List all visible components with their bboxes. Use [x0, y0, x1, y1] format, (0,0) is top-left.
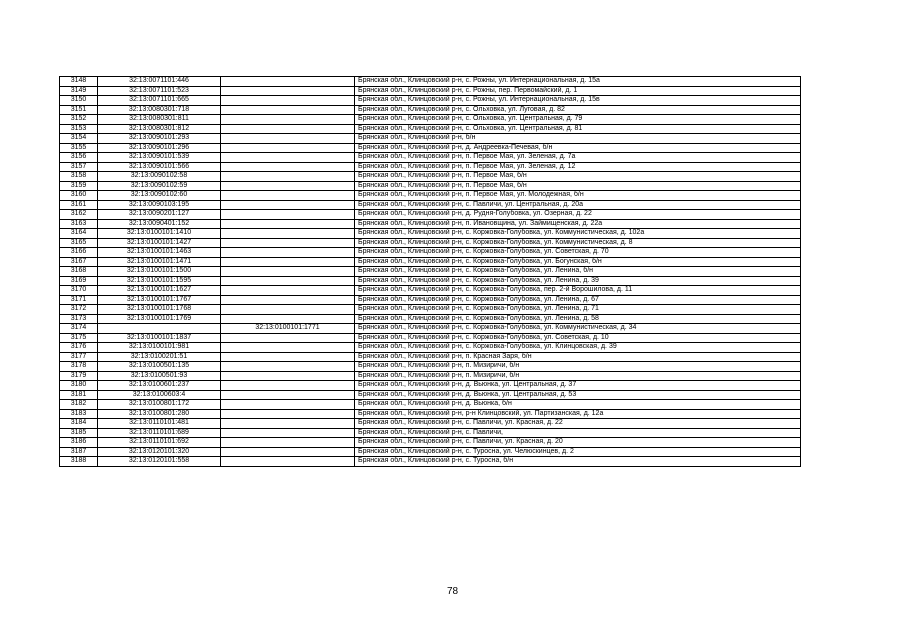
row-number-cell: 3153: [60, 124, 98, 134]
address-cell: Брянская обл., Клинцовский р-н, д. Вьюнка, ул. Центральная, д. 37: [355, 381, 801, 391]
cadastral-number-cell: 32:13:0100101:981: [98, 343, 221, 353]
cadastral-number-alt-cell: [221, 238, 355, 248]
address-cell: Брянская обл., Клинцовский р-н, с. Рожны, пер. Первомайский, д. 1: [355, 86, 801, 96]
row-number-cell: 3168: [60, 267, 98, 277]
table-row: [60, 409, 801, 419]
cadastral-number-cell: 32:13:0100201:51: [98, 352, 221, 362]
address-cell: Брянская обл., Клинцовский р-н, п. Первое Мая, б/н: [355, 172, 801, 182]
cadastral-number-alt-cell: [221, 143, 355, 153]
address-cell: Брянская обл., Клинцовский р-н, п. Мизиричи, б/н: [355, 371, 801, 381]
address-cell: Брянская обл., Клинцовский р-н, с. Коржовка-Голубовка, ул. Клинцовская, д. 39: [355, 343, 801, 353]
registry-table-wrapper: [59, 76, 800, 467]
cadastral-number-cell: 32:13:0090102:59: [98, 181, 221, 191]
table-row: [60, 172, 801, 182]
address-cell: Брянская обл., Клинцовский р-н, с. Коржовка-Голубовка, ул. Ленина, б/н: [355, 267, 801, 277]
cadastral-number-alt-cell: [221, 314, 355, 324]
table-row: [60, 115, 801, 125]
row-number-cell: 3173: [60, 314, 98, 324]
cadastral-number-alt-cell: [221, 219, 355, 229]
row-number-cell: 3159: [60, 181, 98, 191]
cadastral-number-alt-cell: [221, 162, 355, 172]
cadastral-number-cell: 32:13:0100101:1768: [98, 305, 221, 315]
address-cell: Брянская обл., Клинцовский р-н, п. Первое Мая, ул. Зеленая, д. 7а: [355, 153, 801, 163]
address-cell: Брянская обл., Клинцовский р-н, с. Коржовка-Голубовка, ул. Советская, д. 70: [355, 248, 801, 258]
row-number-cell: 3158: [60, 172, 98, 182]
cadastral-number-alt-cell: [221, 248, 355, 258]
cadastral-number-cell: 32:13:0100101:1627: [98, 286, 221, 296]
cadastral-number-cell: 32:13:0100101:1767: [98, 295, 221, 305]
address-cell: Брянская обл., Клинцовский р-н, с. Коржовка-Голубовка, ул. Коммунистическая, д. 102а: [355, 229, 801, 239]
row-number-cell: 3178: [60, 362, 98, 372]
row-number-cell: 3180: [60, 381, 98, 391]
cadastral-number-cell: 32:13:0100101:1837: [98, 333, 221, 343]
table-row: [60, 229, 801, 239]
cadastral-number-alt-cell: [221, 153, 355, 163]
cadastral-number-cell: 32:13:0100101:1500: [98, 267, 221, 277]
cadastral-number-cell: 32:13:0100801:172: [98, 400, 221, 410]
row-number-cell: 3157: [60, 162, 98, 172]
row-number-cell: 3170: [60, 286, 98, 296]
table-row: [60, 400, 801, 410]
cadastral-number-cell: 32:13:0090201:127: [98, 210, 221, 220]
row-number-cell: 3166: [60, 248, 98, 258]
row-number-cell: 3149: [60, 86, 98, 96]
cadastral-number-alt-cell: [221, 343, 355, 353]
table-row: [60, 96, 801, 106]
table-row: [60, 124, 801, 134]
registry-table: [59, 76, 801, 467]
cadastral-number-alt-cell: [221, 267, 355, 277]
row-number-cell: 3171: [60, 295, 98, 305]
cadastral-number-alt-cell: [221, 172, 355, 182]
row-number-cell: 3151: [60, 105, 98, 115]
cadastral-number-alt-cell: [221, 96, 355, 106]
cadastral-number-cell: 32:13:0100101:1410: [98, 229, 221, 239]
row-number-cell: 3162: [60, 210, 98, 220]
cadastral-number-alt-cell: [221, 86, 355, 96]
table-row: [60, 457, 801, 467]
cadastral-number-alt-cell: [221, 409, 355, 419]
row-number-cell: 3167: [60, 257, 98, 267]
cadastral-number-cell: 32:13:0120101:320: [98, 447, 221, 457]
address-cell: Брянская обл., Клинцовский р-н, с. Павличи, ул. Красная, д. 20: [355, 438, 801, 448]
table-row: [60, 362, 801, 372]
cadastral-number-cell: 32:13:0080301:811: [98, 115, 221, 125]
table-row: [60, 134, 801, 144]
address-cell: Брянская обл., Клинцовский р-н, с. Ольховка, ул. Луговая, д. 82: [355, 105, 801, 115]
table-row: [60, 162, 801, 172]
row-number-cell: 3182: [60, 400, 98, 410]
address-cell: Брянская обл., Клинцовский р-н, с. Рожны, ул. Интернациональная, д. 15в: [355, 96, 801, 106]
cadastral-number-alt-cell: [221, 305, 355, 315]
cadastral-number-alt-cell: [221, 438, 355, 448]
row-number-cell: 3186: [60, 438, 98, 448]
cadastral-number-cell: 32:13:0100101:1471: [98, 257, 221, 267]
address-cell: Брянская обл., Клинцовский р-н, с. Коржовка-Голубовка, ул. Ленина, д. 39: [355, 276, 801, 286]
cadastral-number-alt-cell: [221, 181, 355, 191]
table-row: [60, 105, 801, 115]
cadastral-number-cell: 32:13:0120101:558: [98, 457, 221, 467]
table-row: [60, 295, 801, 305]
address-cell: Брянская обл., Клинцовский р-н, с. Коржовка-Голубовка, ул. Ленина, д. 67: [355, 295, 801, 305]
table-row: [60, 447, 801, 457]
cadastral-number-alt-cell: [221, 428, 355, 438]
row-number-cell: 3161: [60, 200, 98, 210]
address-cell: Брянская обл., Клинцовский р-н, д. Вьюнка, ул. Центральная, д. 53: [355, 390, 801, 400]
cadastral-number-cell: 32:13:0090101:539: [98, 153, 221, 163]
cadastral-number-cell: 32:13:0080301:812: [98, 124, 221, 134]
table-row: [60, 428, 801, 438]
table-row: [60, 248, 801, 258]
table-row: [60, 276, 801, 286]
address-cell: Брянская обл., Клинцовский р-н, с. Павличи, ул. Центральная, д. 20а: [355, 200, 801, 210]
row-number-cell: 3164: [60, 229, 98, 239]
cadastral-number-alt-cell: [221, 352, 355, 362]
address-cell: Брянская обл., Клинцовский р-н, п. Первое Мая, б/н: [355, 181, 801, 191]
address-cell: Брянская обл., Клинцовский р-н, д. Андреевка-Печевая, б/н: [355, 143, 801, 153]
page-number: 78: [446, 586, 459, 597]
cadastral-number-cell: [98, 324, 221, 334]
address-cell: Брянская обл., Клинцовский р-н, п. Первое Мая, ул. Зеленая, д. 12: [355, 162, 801, 172]
table-row: [60, 381, 801, 391]
row-number-cell: 3169: [60, 276, 98, 286]
cadastral-number-cell: 32:13:0090101:566: [98, 162, 221, 172]
cadastral-number-cell: 32:13:0110101:689: [98, 428, 221, 438]
address-cell: Брянская обл., Клинцовский р-н, п. Ивановщина, ул. Займищенская, д. 22а: [355, 219, 801, 229]
cadastral-number-cell: 32:13:0100101:1595: [98, 276, 221, 286]
table-row: [60, 286, 801, 296]
row-number-cell: 3185: [60, 428, 98, 438]
cadastral-number-cell: 32:13:0100101:1463: [98, 248, 221, 258]
cadastral-number-alt-cell: [221, 390, 355, 400]
cadastral-number-alt-cell: [221, 134, 355, 144]
cadastral-number-alt-cell: [221, 371, 355, 381]
address-cell: Брянская обл., Клинцовский р-н, с. Павличи,: [355, 428, 801, 438]
cadastral-number-cell: 32:13:0100601:237: [98, 381, 221, 391]
cadastral-number-cell: 32:13:0090103:195: [98, 200, 221, 210]
cadastral-number-cell: 32:13:0071101:446: [98, 77, 221, 87]
table-row: [60, 324, 801, 334]
row-number-cell: 3160: [60, 191, 98, 201]
row-number-cell: 3155: [60, 143, 98, 153]
row-number-cell: 3172: [60, 305, 98, 315]
table-row: [60, 371, 801, 381]
table-row: [60, 267, 801, 277]
cadastral-number-alt-cell: [221, 115, 355, 125]
cadastral-number-alt-cell: [221, 124, 355, 134]
cadastral-number-cell: 32:13:0090101:296: [98, 143, 221, 153]
cadastral-number-alt-cell: [221, 381, 355, 391]
address-cell: Брянская обл., Клинцовский р-н, с. Коржовка-Голубовка, ул. Советская, д. 10: [355, 333, 801, 343]
table-row: [60, 257, 801, 267]
table-row: [60, 181, 801, 191]
cadastral-number-alt-cell: [221, 191, 355, 201]
address-cell: Брянская обл., Клинцовский р-н, д. Рудня-Голубовка, ул. Озерная, д. 22: [355, 210, 801, 220]
table-row: [60, 77, 801, 87]
row-number-cell: 3156: [60, 153, 98, 163]
cadastral-number-cell: 32:13:0080301:718: [98, 105, 221, 115]
table-row: [60, 343, 801, 353]
cadastral-number-cell: 32:13:0110101:692: [98, 438, 221, 448]
cadastral-number-alt-cell: [221, 257, 355, 267]
table-row: [60, 352, 801, 362]
row-number-cell: 3181: [60, 390, 98, 400]
cadastral-number-alt-cell: [221, 295, 355, 305]
address-cell: Брянская обл., Клинцовский р-н, п. Мизиричи, б/н: [355, 362, 801, 372]
cadastral-number-alt-cell: [221, 286, 355, 296]
cadastral-number-alt-cell: [221, 105, 355, 115]
cadastral-number-cell: 32:13:0100101:1769: [98, 314, 221, 324]
address-cell: Брянская обл., Клинцовский р-н, с. Коржовка-Голубовка, пер. 2-й Ворошилова, д. 11: [355, 286, 801, 296]
row-number-cell: 3188: [60, 457, 98, 467]
cadastral-number-cell: 32:13:0090102:58: [98, 172, 221, 182]
table-row: [60, 191, 801, 201]
address-cell: Брянская обл., Клинцовский р-н, д. Вьюнка, б/н: [355, 400, 801, 410]
cadastral-number-alt-cell: [221, 276, 355, 286]
cadastral-number-alt-cell: [221, 210, 355, 220]
cadastral-number-alt-cell: [221, 333, 355, 343]
row-number-cell: 3174: [60, 324, 98, 334]
address-cell: Брянская обл., Клинцовский р-н, п. Первое Мая, ул. Молодежная, б/н: [355, 191, 801, 201]
cadastral-number-cell: 32:13:0100801:280: [98, 409, 221, 419]
row-number-cell: 3179: [60, 371, 98, 381]
table-row: [60, 219, 801, 229]
address-cell: Брянская обл., Клинцовский р-н, с. Коржовка-Голубовка, ул. Коммунистическая, д. 34: [355, 324, 801, 334]
table-row: [60, 86, 801, 96]
address-cell: Брянская обл., Клинцовский р-н, с. Коржовка-Голубовка, ул. Богунская, б/н: [355, 257, 801, 267]
row-number-cell: 3176: [60, 343, 98, 353]
cadastral-number-cell: 32:13:0100603:4: [98, 390, 221, 400]
registry-table-body: [60, 77, 801, 467]
address-cell: Брянская обл., Клинцовский р-н, с. Туросна, ул. Челюскинцев, д. 2: [355, 447, 801, 457]
table-row: [60, 153, 801, 163]
cadastral-number-alt-cell: [221, 419, 355, 429]
address-cell: Брянская обл., Клинцовский р-н, п. Красная Заря, б/н: [355, 352, 801, 362]
address-cell: Брянская обл., Клинцовский р-н, с. Коржовка-Голубовка, ул. Ленина, д. 58: [355, 314, 801, 324]
cadastral-number-alt-cell: [221, 457, 355, 467]
cadastral-number-alt-cell: [221, 400, 355, 410]
row-number-cell: 3184: [60, 419, 98, 429]
row-number-cell: 3183: [60, 409, 98, 419]
cadastral-number-alt-cell: [221, 200, 355, 210]
cadastral-number-cell: 32:13:0100101:1427: [98, 238, 221, 248]
row-number-cell: 3148: [60, 77, 98, 87]
cadastral-number-alt-cell: [221, 229, 355, 239]
row-number-cell: 3154: [60, 134, 98, 144]
table-row: [60, 314, 801, 324]
address-cell: Брянская обл., Клинцовский р-н, с. Рожны, ул. Интернациональная, д. 15а: [355, 77, 801, 87]
row-number-cell: 3187: [60, 447, 98, 457]
cadastral-number-alt-cell: [221, 447, 355, 457]
cadastral-number-alt-cell: 32:13:0100101:1771: [221, 324, 355, 334]
cadastral-number-cell: 32:13:0100501:93: [98, 371, 221, 381]
address-cell: Брянская обл., Клинцовский р-н, с. Павличи, ул. Красная, д. 22: [355, 419, 801, 429]
cadastral-number-cell: 32:13:0090101:293: [98, 134, 221, 144]
address-cell: Брянская обл., Клинцовский р-н, с. Туросна, б/н: [355, 457, 801, 467]
row-number-cell: 3163: [60, 219, 98, 229]
cadastral-number-cell: 32:13:0100501:135: [98, 362, 221, 372]
address-cell: Брянская обл., Клинцовский р-н, с. Коржовка-Голубовка, ул. Ленина, д. 71: [355, 305, 801, 315]
address-cell: Брянская обл., Клинцовский р-н, р-н Клинцовский, ул. Партизанская, д. 12а: [355, 409, 801, 419]
cadastral-number-alt-cell: [221, 362, 355, 372]
table-row: [60, 210, 801, 220]
row-number-cell: 3175: [60, 333, 98, 343]
cadastral-number-cell: 32:13:0071101:665: [98, 96, 221, 106]
table-row: [60, 438, 801, 448]
table-row: [60, 143, 801, 153]
table-row: [60, 333, 801, 343]
cadastral-number-cell: 32:13:0110101:481: [98, 419, 221, 429]
cadastral-number-cell: 32:13:0090401:152: [98, 219, 221, 229]
row-number-cell: 3150: [60, 96, 98, 106]
table-row: [60, 305, 801, 315]
address-cell: Брянская обл., Клинцовский р-н, с. Коржовка-Голубовка, ул. Коммунистическая, д. 8: [355, 238, 801, 248]
table-row: [60, 238, 801, 248]
row-number-cell: 3165: [60, 238, 98, 248]
row-number-cell: 3177: [60, 352, 98, 362]
table-row: [60, 390, 801, 400]
address-cell: Брянская обл., Клинцовский р-н, б/н: [355, 134, 801, 144]
row-number-cell: 3152: [60, 115, 98, 125]
cadastral-number-alt-cell: [221, 77, 355, 87]
cadastral-number-cell: 32:13:0090102:60: [98, 191, 221, 201]
cadastral-number-cell: 32:13:0071101:523: [98, 86, 221, 96]
table-row: [60, 419, 801, 429]
table-row: [60, 200, 801, 210]
address-cell: Брянская обл., Клинцовский р-н, с. Ольховка, ул. Центральная, д. 81: [355, 124, 801, 134]
address-cell: Брянская обл., Клинцовский р-н, с. Ольховка, ул. Центральная, д. 79: [355, 115, 801, 125]
